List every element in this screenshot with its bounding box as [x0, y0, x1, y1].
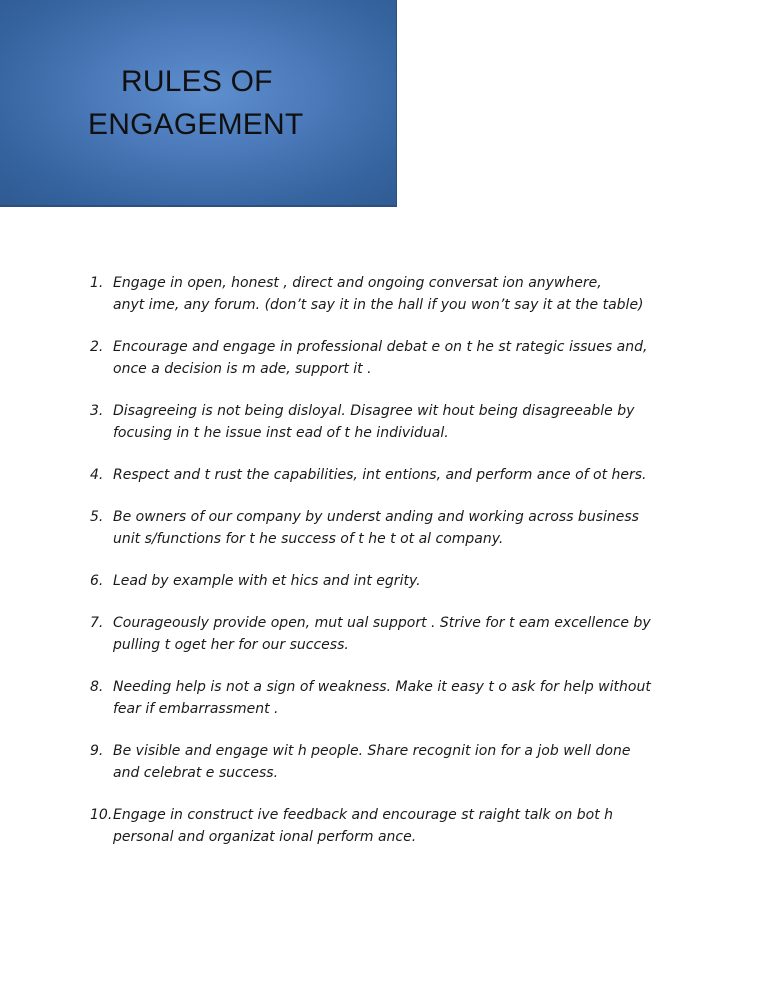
- rule-text-line-2: personal and organizat ional perform ance.: [113, 829, 417, 845]
- rule-text-line-1: Needing help is not a sign of weakness. Make it easy t o ask for help without: [113, 679, 651, 695]
- rule-number: 3.: [90, 403, 104, 419]
- rule-text-line-2: and celebrat e success.: [113, 765, 279, 781]
- title-banner: [0, 0, 397, 207]
- rule-text-line-2: anyt ime, any forum. (don’t say it in the hall if you won’t say it at the table): [113, 297, 644, 313]
- rule-text-line-2: focusing in t he issue inst ead of t he individual.: [113, 425, 449, 441]
- page-title: [88, 60, 368, 146]
- rule-text-line-1: Engage in open, honest , direct and ongoing conversat ion anywhere,: [113, 275, 602, 291]
- rule-item-5: [90, 506, 690, 550]
- rule-item-4: [90, 464, 690, 486]
- rule-item-8: [90, 676, 690, 720]
- rule-text-line-1: Encourage and engage in professional debat e on t he st rategic issues and,: [113, 339, 648, 355]
- rule-number: 8.: [90, 679, 104, 695]
- rules-list: [90, 272, 690, 868]
- rule-number: 4.: [90, 467, 104, 483]
- rule-text-line-1: Engage in construct ive feedback and encourage st raight talk on bot h: [113, 807, 614, 823]
- rule-item-10: [90, 804, 690, 848]
- rule-item-1: [90, 272, 690, 316]
- title-line-1: RULES OF: [121, 65, 273, 98]
- rule-text-line-2: pulling t oget her for our success.: [113, 637, 349, 653]
- rule-item-2: [90, 336, 690, 380]
- rule-text-line-1: Courageously provide open, mut ual support . Strive for t eam excellence by: [113, 615, 651, 631]
- title-line-2: ENGAGEMENT: [88, 108, 304, 141]
- rule-item-3: [90, 400, 690, 444]
- rule-text-line-2: fear if embarrassment .: [113, 701, 279, 717]
- rule-number: 1.: [90, 275, 104, 291]
- rule-text-line-2: unit s/functions for t he success of t he t ot al company.: [113, 531, 504, 547]
- rule-text-line-1: Respect and t rust the capabilities, int entions, and perform ance of ot hers.: [113, 467, 647, 483]
- rule-item-7: [90, 612, 690, 656]
- rule-item-9: [90, 740, 690, 784]
- rule-text-line-1: Lead by example with et hics and int egrity.: [113, 573, 421, 589]
- rule-number: 5.: [90, 509, 104, 525]
- rule-number: 9.: [90, 743, 104, 759]
- rule-number: 10.: [90, 807, 113, 823]
- rule-text-line-1: Be visible and engage wit h people. Share recognit ion for a job well done: [113, 743, 631, 759]
- rule-text-line-2: once a decision is m ade, support it .: [113, 361, 372, 377]
- rule-text-line-1: Be owners of our company by underst anding and working across business: [113, 509, 639, 525]
- rule-number: 7.: [90, 615, 104, 631]
- rule-number: 6.: [90, 573, 104, 589]
- rule-text-line-1: Disagreeing is not being disloyal. Disagree wit hout being disagreeable by: [113, 403, 635, 419]
- rule-number: 2.: [90, 339, 104, 355]
- rule-item-6: [90, 570, 690, 592]
